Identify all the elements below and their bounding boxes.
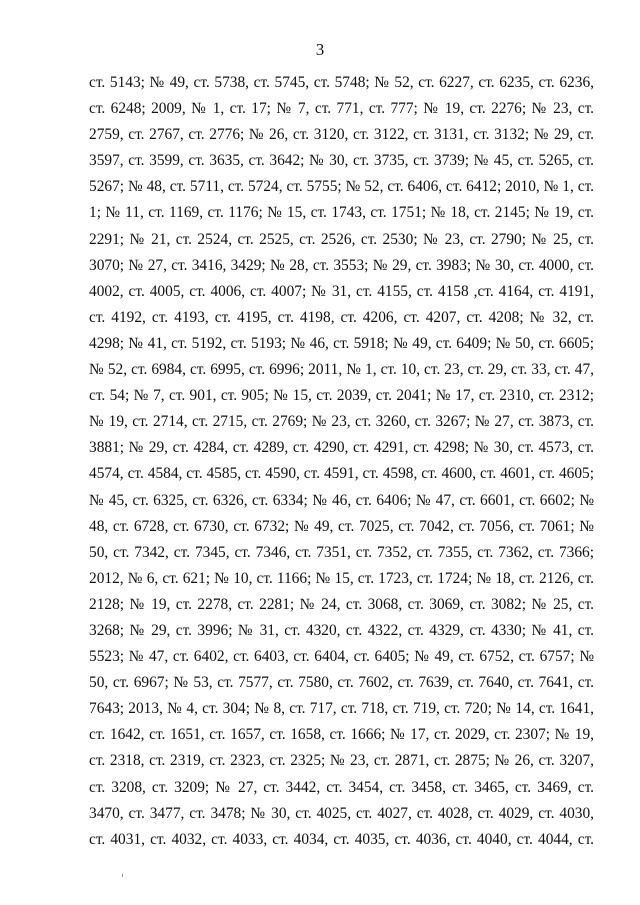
text-line: 5523; № 47, ст. 6402, ст. 6403, ст. 6404, ст. 6405; № 49, ст. 6752, ст. 6757; № — [89, 648, 594, 666]
text-line: № 45, ст. 6325, ст. 6326, ст. 6334; № 46, ст. 6406; № 47, ст. 6601, ст. 6602; № — [89, 491, 594, 509]
text-line: ст. 2318, ст. 2319, ст. 2323, ст. 2325; № 23, ст. 2871, ст. 2875; № 26, ст. 3207, — [89, 752, 594, 770]
text-line: ст. 4192, ст. 4193, ст. 4195, ст. 4198, ст. 4206, ст. 4207, ст. 4208; № 32, ст. — [89, 308, 594, 326]
text-line: № 19, ст. 2714, ст. 2715, ст. 2769; № 23, ст. 3260, ст. 3267; № 27, ст. 3873, ст. — [89, 413, 594, 431]
text-line: 4298; № 41, ст. 5192, ст. 5193; № 46, ст. 5918; № 49, ст. 6409; № 50, ст. 6605; — [89, 334, 594, 352]
text-line: 3881; № 29, ст. 4284, ст. 4289, ст. 4290, ст. 4291, ст. 4298; № 30, ст. 4573, ст. — [89, 439, 594, 457]
body-text — [89, 70, 594, 853]
text-line: 3470, ст. 3477, ст. 3478; № 30, ст. 4025, ст. 4027, ст. 4028, ст. 4029, ст. 4030, — [89, 804, 594, 822]
text-line: 4574, ст. 4584, ст. 4585, ст. 4590, ст. 4591, ст. 4598, ст. 4600, ст. 4601, ст. 4605; — [89, 465, 594, 483]
scan-mark — [122, 874, 123, 877]
text-line: 48, ст. 6728, ст. 6730, ст. 6732; № 49, ст. 7025, ст. 7042, ст. 7056, ст. 7061; № — [89, 517, 594, 535]
text-line: ст. 4031, ст. 4032, ст. 4033, ст. 4034, ст. 4035, ст. 4036, ст. 4040, ст. 4044, ст. — [89, 830, 594, 848]
text-line: № 52, ст. 6984, ст. 6995, ст. 6996; 2011, № 1, ст. 10, ст. 23, ст. 29, ст. 33, ст. 47, — [89, 361, 594, 379]
text-line: 3268; № 29, ст. 3996; № 31, ст. 4320, ст. 4322, ст. 4329, ст. 4330; № 41, ст. — [89, 621, 594, 639]
text-line: 5267; № 48, ст. 5711, ст. 5724, ст. 5755; № 52, ст. 6406, ст. 6412; 2010, № 1, ст. — [89, 178, 594, 196]
text-line: 2012, № 6, ст. 621; № 10, ст. 1166; № 15, ст. 1723, ст. 1724; № 18, ст. 2126, ст. — [89, 569, 594, 587]
text-line: 50, ст. 7342, ст. 7345, ст. 7346, ст. 7351, ст. 7352, ст. 7355, ст. 7362, ст. 7366; — [89, 543, 594, 561]
text-line: 2128; № 19, ст. 2278, ст. 2281; № 24, ст. 3068, ст. 3069, ст. 3082; № 25, ст. — [89, 595, 594, 613]
text-line: 3597, ст. 3599, ст. 3635, ст. 3642; № 30, ст. 3735, ст. 3739; № 45, ст. 5265, ст. — [89, 152, 594, 170]
text-line: ст. 1642, ст. 1651, ст. 1657, ст. 1658, ст. 1666; № 17, ст. 2029, ст. 2307; № 19, — [89, 726, 594, 744]
text-line: 50, ст. 6967; № 53, ст. 7577, ст. 7580, ст. 7602, ст. 7639, ст. 7640, ст. 7641, ст. — [89, 674, 594, 692]
text-line: 4002, ст. 4005, ст. 4006, ст. 4007; № 31, ст. 4155, ст. 4158 ,ст. 4164, ст. 4191, — [89, 282, 594, 300]
text-line: 2759, ст. 2767, ст. 2776; № 26, ст. 3120, ст. 3122, ст. 3131, ст. 3132; № 29, ст. — [89, 126, 594, 144]
text-line: ст. 54; № 7, ст. 901, ст. 905; № 15, ст. 2039, ст. 2041; № 17, ст. 2310, ст. 2312; — [89, 387, 594, 405]
text-line: ст. 3208, ст. 3209; № 27, ст. 3442, ст. 3454, ст. 3458, ст. 3465, ст. 3469, ст. — [89, 778, 594, 796]
text-line: ст. 5143; № 49, ст. 5738, ст. 5745, ст. 5748; № 52, ст. 6227, ст. 6235, ст. 6236, — [89, 74, 594, 91]
text-line: 1; № 11, ст. 1169, ст. 1176; № 15, ст. 1743, ст. 1751; № 18, ст. 2145; № 19, ст. — [89, 204, 594, 222]
text-line: 2291; № 21, ст. 2524, ст. 2525, ст. 2526, ст. 2530; № 23, ст. 2790; № 25, ст. — [89, 230, 594, 248]
text-line: 3070; № 27, ст. 3416, 3429; № 28, ст. 3553; № 29, ст. 3983; № 30, ст. 4000, ст. — [89, 256, 594, 274]
text-line: ст. 6248; 2009, № 1, ст. 17; № 7, ст. 771, ст. 777; № 19, ст. 2276; № 23, ст. — [89, 100, 594, 118]
page-number: 3 — [315, 40, 325, 59]
text-line: 7643; 2013, № 4, ст. 304; № 8, ст. 717, ст. 718, ст. 719, ст. 720; № 14, ст. 1641, — [89, 700, 594, 718]
